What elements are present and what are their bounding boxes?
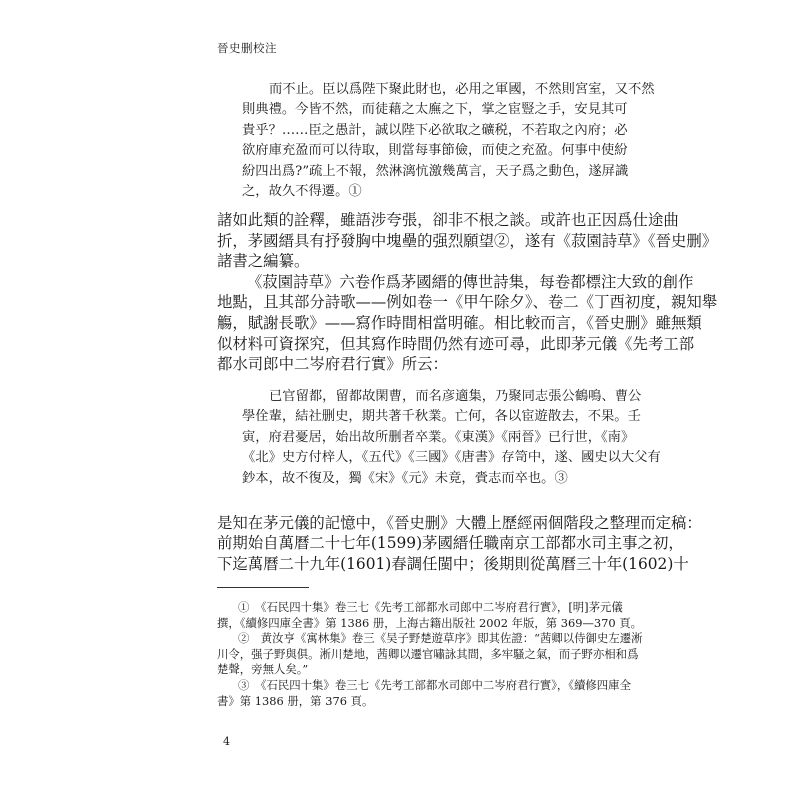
- footnote-line: ② 黄汝亨《寓林集》卷三《吴子野楚遊草序》即其佐證：“茜卿以侍御史左遷淅: [238, 631, 643, 646]
- text-line: 則典禮。今皆不然，而徒藉之太廡之下，掌之宦豎之手，安見其可: [242, 102, 628, 118]
- footnote-divider: [217, 587, 309, 588]
- text-line: 欲府庫充盈而可以待取，則當每事節儉，而使之充盈。何事中使紛: [242, 143, 628, 159]
- footnote-line: 書》第 1386 册，第 376 頁。: [217, 693, 374, 708]
- page-number: 4: [223, 735, 230, 748]
- text-line: 鈔本，故不復及，獨《宋》《元》未竟，賫志而卒也。③: [242, 470, 568, 486]
- text-line: 而不止。臣以爲陛下聚此財也，必用之軍國，不然則宮室，又不然: [269, 82, 655, 97]
- text-line: 折，茅國縉具有抒發胸中塊壘的强烈願望②，遂有《菽園詩草》《晉史删》: [217, 231, 718, 250]
- text-line: 諸書之編纂。: [217, 252, 310, 271]
- text-line: 學佺輩，結社删史，期共著千秋業。亡何，各以宦遊散去，不果。壬: [242, 409, 641, 425]
- text-line: 是知在茅元儀的記憶中，《晉史删》大體上歷經兩個階段之整理而定稿：: [217, 514, 702, 532]
- text-line: 已官留都，留都故閑曹，而名彦適集，乃聚同志張公鶴鳴、曹公: [269, 389, 642, 404]
- footnote-line: ① 《石民四十集》卷三七《先考工部都水司郎中二岑府君行實》，[明]茅元儀: [238, 600, 623, 614]
- footnote-line: 楚聲，旁無人矣。”: [217, 662, 309, 677]
- text-line: 地點，且其部分詩歌——例如卷一《甲午除夕》、卷二《丁酉初度，親知舉: [217, 293, 718, 312]
- text-line: 寅，府君憂居，始出故所删者卒業。《東漢》《兩晉》已行世，《南》: [242, 429, 635, 445]
- body-paragraph-2: [217, 513, 702, 574]
- running-header: 晉史删校注: [217, 41, 277, 55]
- footnote-line: 川令，强子野與俱。淅川楚地，茜卿以遷官嘯詠其間，多牢騷之氣，而子野亦相和爲: [217, 646, 639, 661]
- text-line: 似材料可資探究，但其寫作時間仍然有迹可尋，此即茅元儀《先考工部: [217, 334, 695, 353]
- footnotes: [217, 600, 643, 709]
- text-line: 諸如此類的詮釋，雖語涉夸張，卻非不根之談。或許也正因爲仕途曲: [217, 211, 679, 229]
- text-line: 之，故久不得遷。①: [242, 184, 362, 200]
- body-paragraphs-1: [217, 210, 718, 375]
- text-line: 下迄萬曆二十九年(1601)春調任閩中；後期則從萬曆三十年(1602)十: [217, 554, 689, 573]
- text-line: 貴乎？……臣之愚計，誠以陛下必欲取之礦税，不若取之內府；必: [242, 122, 628, 138]
- text-line: 前期始自萬曆二十七年(1599)茅國縉任職南京工部都水司主事之初，: [217, 534, 684, 553]
- text-line: 觴，賦謝長歌》——寫作時間相當明確。相比較而言，《晉史删》雖無類: [217, 313, 702, 332]
- text-line: 《北》史方付梓人，《五代》《三國》《唐書》存笥中，遂、國史以大父有: [242, 450, 661, 466]
- footnote-line: 撰，《續修四庫全書》第 1386 册，上海古籍出版社 2002 年版，第 369—370 頁。: [217, 615, 643, 630]
- text-line: 都水司郎中二岑府君行實》所云：: [217, 355, 448, 374]
- text-line: 紛四出爲?”疏上不報，然淋漓忼激幾萬言，天子爲之動色，遂屏識: [242, 163, 629, 179]
- footnote-line: ③ 《石民四十集》卷三七《先考工部都水司郎中二岑府君行實》，《續修四庫全: [238, 677, 631, 692]
- block-quote-1: [242, 80, 655, 202]
- block-quote-2: [242, 387, 661, 489]
- text-line: 《菽園詩草》六卷作爲茅國縉的傳世詩集，每卷都標注大致的創作: [247, 272, 694, 291]
